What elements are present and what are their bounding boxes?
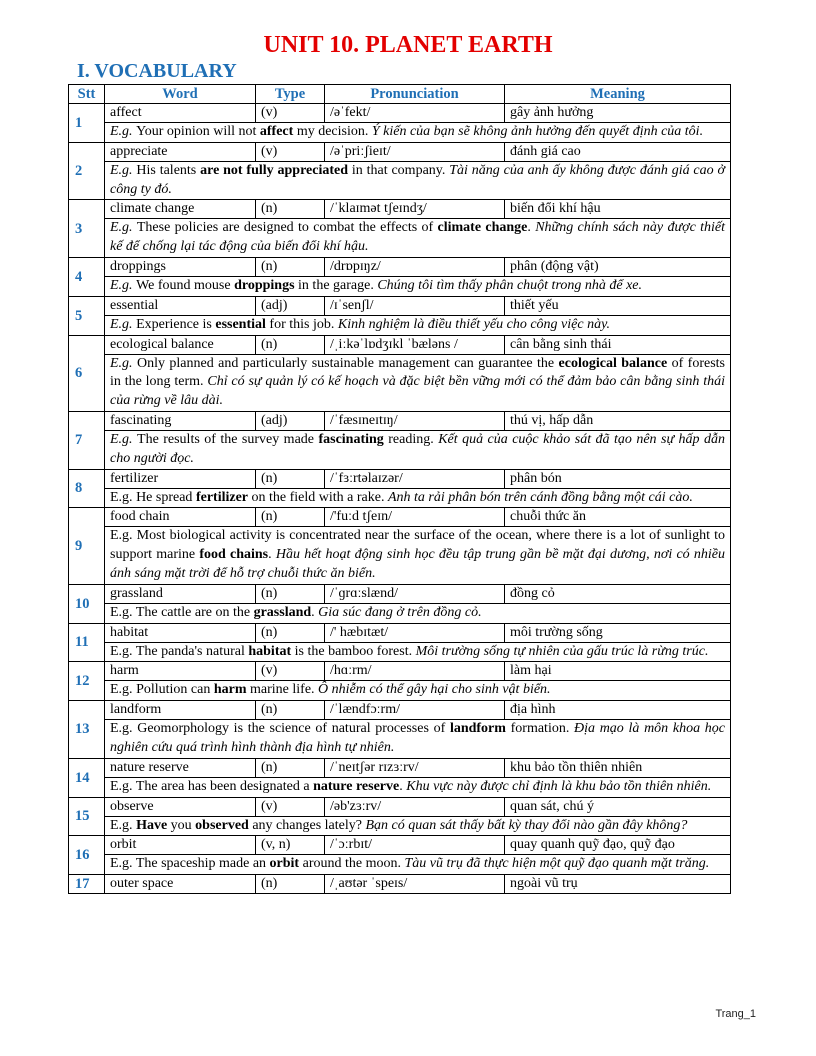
table-row (69, 584, 731, 603)
example-row (69, 354, 731, 411)
entry-type: (n) (256, 701, 325, 720)
example-keyword: are not fully appreciated (200, 162, 349, 178)
table-row (69, 104, 731, 123)
entry-word: climate change (105, 200, 256, 219)
header-word: Word (105, 85, 256, 104)
example-english: Your opinion will not (136, 124, 260, 139)
entry-word: landform (105, 701, 256, 720)
example-english: on the field with a rake. (248, 489, 388, 505)
entry-number: 3 (69, 200, 105, 258)
table-row (69, 701, 731, 720)
example-label: E.g. (110, 817, 137, 833)
entry-meaning: đồng cỏ (505, 584, 731, 603)
entry-meaning: cân bằng sinh thái (505, 335, 731, 354)
entry-pronunciation: /ˈfɜːrtəlaɪzər/ (325, 469, 505, 488)
entry-type: (n) (256, 584, 325, 603)
entry-pronunciation: /ˈɔːrbɪt/ (325, 836, 505, 855)
example-sentence (105, 354, 731, 411)
entry-number: 11 (69, 623, 105, 662)
example-english: . (399, 778, 407, 794)
example-sentence (105, 642, 731, 662)
example-english: in that company. (348, 162, 450, 178)
example-label: E.g. (110, 316, 137, 332)
entry-word: essential (105, 296, 256, 315)
entry-type: (v, n) (256, 836, 325, 855)
example-english: . (268, 547, 276, 563)
entry-pronunciation: /əˈfekt/ (325, 104, 505, 123)
table-row (69, 623, 731, 642)
example-label: E.g. (110, 604, 136, 620)
example-vietnamese: Gia súc đang ở trên đồng cỏ. (318, 604, 482, 620)
entry-pronunciation: /ˈlændfɔːrm/ (325, 701, 505, 720)
table-row (69, 758, 731, 777)
entry-meaning: làm hại (505, 662, 731, 681)
example-keyword: essential (215, 316, 266, 332)
entry-pronunciation: /əb'zɜːrv/ (325, 797, 505, 816)
entry-meaning: biến đổi khí hậu (505, 200, 731, 219)
entry-word: ecological balance (105, 335, 256, 354)
entry-pronunciation: /' hæbɪtæt/ (325, 623, 505, 642)
example-keyword: fascinating (318, 431, 384, 447)
entry-pronunciation: /əˈpriːʃieɪt/ (325, 142, 505, 161)
entry-meaning: chuỗi thức ăn (505, 508, 731, 527)
entry-type: (n) (256, 257, 325, 276)
entry-meaning: đánh giá cao (505, 142, 731, 161)
entry-number: 9 (69, 508, 105, 584)
example-english: marine life. (246, 682, 319, 698)
example-english: Only planned and particularly sustainable management can guarantee the (136, 355, 559, 371)
example-english: He spread (136, 489, 196, 505)
example-row (69, 603, 731, 623)
table-row (69, 836, 731, 855)
example-row (69, 855, 731, 875)
entry-word: observe (105, 797, 256, 816)
entry-meaning: địa hình (505, 701, 731, 720)
example-label: E.g. (110, 528, 137, 544)
example-english: These policies are designed to combat the effects of (136, 220, 438, 236)
entry-word: fertilizer (105, 469, 256, 488)
example-english: of forests in the long term. (110, 355, 725, 390)
example-row (69, 720, 731, 759)
example-vietnamese: Ý kiến của bạn sẽ không ảnh hưởng đến quyết định của tôi. (371, 124, 704, 139)
example-sentence (105, 488, 731, 508)
example-keyword: harm (213, 682, 247, 698)
example-english: reading. (383, 431, 439, 447)
entry-word: food chain (105, 508, 256, 527)
entry-number: 4 (69, 257, 105, 296)
example-row (69, 123, 731, 143)
entry-meaning: quay quanh quỹ đạo, quỹ đạo (505, 836, 731, 855)
entry-meaning: gây ảnh hưởng (505, 104, 731, 123)
entry-word: habitat (105, 623, 256, 642)
entry-word: nature reserve (105, 758, 256, 777)
example-keyword: habitat (248, 643, 292, 659)
header-stt: Stt (69, 85, 105, 104)
entry-word: fascinating (105, 411, 256, 430)
entry-meaning: phân bón (505, 469, 731, 488)
example-english: The area has been designated a (135, 778, 314, 794)
entry-word: appreciate (105, 142, 256, 161)
entry-type: (n) (256, 469, 325, 488)
entry-type: (n) (256, 623, 325, 642)
entry-number: 6 (69, 335, 105, 411)
example-label: E.g. (110, 778, 136, 794)
example-sentence (105, 430, 731, 469)
example-sentence (105, 777, 731, 797)
example-label: E.g. (110, 431, 138, 447)
example-sentence (105, 219, 731, 258)
entry-pronunciation: /'fuːd tʃeɪn/ (325, 508, 505, 527)
example-vietnamese: Địa mạo là môn khoa học nghiên cứu quá trình hình thành địa hình tự nhiên. (110, 721, 725, 755)
table-row (69, 142, 731, 161)
entry-type: (v) (256, 662, 325, 681)
example-english: formation. (505, 721, 575, 737)
example-sentence (105, 123, 731, 143)
entry-word: affect (105, 104, 256, 123)
entry-number: 15 (69, 797, 105, 836)
table-row (69, 662, 731, 681)
entry-pronunciation: /ɪˈsenʃl/ (325, 296, 505, 315)
example-keyword: affect (259, 124, 294, 139)
example-english: The results of the survey made (137, 431, 319, 447)
table-row (69, 335, 731, 354)
example-row (69, 642, 731, 662)
vocabulary-table (68, 84, 731, 894)
example-sentence (105, 855, 731, 875)
example-row (69, 527, 731, 584)
entry-pronunciation: /ˈfæsɪneɪtɪŋ/ (325, 411, 505, 430)
example-english: in the garage. (294, 277, 378, 293)
table-header-row (69, 85, 731, 104)
example-english: you (167, 817, 196, 833)
example-vietnamese: Anh ta rải phân bón trên cánh đồng bằng một cái cào. (387, 489, 693, 505)
entry-type: (v) (256, 104, 325, 123)
example-vietnamese: Ô nhiễm có thể gây hại cho sinh vật biển. (318, 682, 551, 698)
entry-word: orbit (105, 836, 256, 855)
example-english: The spaceship made an (135, 856, 270, 872)
table-row (69, 411, 731, 430)
entry-number: 2 (69, 142, 105, 200)
entry-pronunciation: /ˈklaɪmət tʃeɪndʒ/ (325, 200, 505, 219)
entry-pronunciation: /ˌiːkəˈlɒdʒɪkl ˈbæləns / (325, 335, 505, 354)
example-english: . (311, 604, 319, 620)
entry-type: (n) (256, 875, 325, 894)
entry-pronunciation: /ˌaʊtər ˈspeɪs/ (325, 875, 505, 894)
example-keyword: landform (449, 721, 506, 737)
example-sentence (105, 681, 731, 701)
example-english: The cattle are on the (135, 604, 254, 620)
table-row (69, 200, 731, 219)
example-row (69, 315, 731, 335)
entry-pronunciation: /drɒpɪŋz/ (325, 257, 505, 276)
entry-word: harm (105, 662, 256, 681)
example-label: E.g. (110, 643, 136, 659)
example-keyword: observed (195, 817, 249, 833)
entry-type: (n) (256, 200, 325, 219)
entry-number: 17 (69, 875, 105, 894)
example-keyword: droppings (234, 277, 295, 293)
entry-meaning: quan sát, chú ý (505, 797, 731, 816)
example-english: . (527, 220, 536, 236)
example-sentence (105, 816, 731, 836)
header-type: Type (256, 85, 325, 104)
example-vietnamese: Tài năng của anh ấy không được đánh giá cao ở công ty đó. (110, 162, 725, 197)
example-row (69, 777, 731, 797)
example-english: The panda's natural (135, 643, 249, 659)
example-label: E.g. (110, 721, 138, 737)
example-english: Most biological activity is concentrated near the surface of the ocean, where there is a lot of sunlight to support marine (110, 528, 725, 563)
example-label: E.g. (110, 277, 137, 293)
entry-type: (adj) (256, 411, 325, 430)
example-row (69, 430, 731, 469)
table-row (69, 257, 731, 276)
entry-meaning: thiết yếu (505, 296, 731, 315)
example-vietnamese: Hầu hết hoạt động sinh học đều tập trung gần bề mặt đại dương, nơi có nhiều ánh sáng mặt trời để hỗ trợ chuỗi thức ăn biển. (110, 547, 725, 581)
example-row (69, 219, 731, 258)
example-keyword: orbit (269, 856, 300, 872)
example-label: E.g. (110, 856, 136, 872)
example-row (69, 681, 731, 701)
example-english: His talents (136, 162, 201, 178)
example-vietnamese: Kinh nghiệm là điều thiết yếu cho công việc này. (337, 316, 611, 332)
entry-number: 7 (69, 411, 105, 469)
entry-word: grassland (105, 584, 256, 603)
example-vietnamese: Khu vực này được chỉ định là khu bảo tồn thiên nhiên. (406, 778, 712, 794)
entry-pronunciation: /hɑːrm/ (325, 662, 505, 681)
example-english: Pollution can (136, 682, 214, 698)
entry-number: 5 (69, 296, 105, 335)
example-keyword: nature reserve (313, 778, 400, 794)
example-label: E.g. (110, 220, 137, 236)
entry-type: (v) (256, 142, 325, 161)
example-sentence (105, 315, 731, 335)
entry-type: (n) (256, 508, 325, 527)
entry-number: 14 (69, 758, 105, 797)
example-english: Experience is (136, 316, 216, 332)
example-row (69, 161, 731, 200)
example-vietnamese: Chỉ có sự quản lý có kế hoạch và đặc biệt bền vững mới có thể đảm bảo cân bằng sinh thái của rừng về lâu dài. (110, 374, 725, 409)
example-keyword: ecological balance (558, 355, 668, 371)
entry-type: (n) (256, 758, 325, 777)
entry-number: 1 (69, 104, 105, 143)
entry-meaning: môi trường sống (505, 623, 731, 642)
example-label: E.g. (110, 124, 137, 139)
table-row (69, 296, 731, 315)
example-sentence (105, 527, 731, 584)
example-label: E.g. (110, 355, 137, 371)
example-row (69, 488, 731, 508)
entry-pronunciation: /ˈneɪtʃər rɪzɜːrv/ (325, 758, 505, 777)
example-vietnamese: Tàu vũ trụ đã thực hiện một quỹ đạo quanh mặt trăng. (404, 856, 710, 872)
page-number: Trang_1 (715, 1008, 756, 1020)
example-english: my decision. (293, 124, 372, 139)
table-row (69, 875, 731, 894)
example-vietnamese: Chúng tôi tìm thấy phân chuột trong nhà để xe. (377, 277, 643, 293)
example-english: Geomorphology is the science of natural processes of (137, 721, 450, 737)
example-keyword: fertilizer (195, 489, 248, 505)
example-keyword: Have (136, 817, 168, 833)
entry-meaning: thú vị, hấp dẫn (505, 411, 731, 430)
table-row (69, 508, 731, 527)
example-keyword: climate change (437, 220, 528, 236)
example-label: E.g. (110, 489, 137, 505)
example-row (69, 276, 731, 296)
header-meaning: Meaning (505, 85, 731, 104)
entry-type: (n) (256, 335, 325, 354)
example-vietnamese: Bạn có quan sát thấy bất kỳ thay đổi nào gần đây không? (365, 817, 688, 833)
entry-number: 16 (69, 836, 105, 875)
example-sentence (105, 720, 731, 759)
example-vietnamese: Kết quả của cuộc khảo sát đã tạo nên sự hấp dẫn cho người đọc. (110, 431, 726, 466)
entry-type: (v) (256, 797, 325, 816)
example-keyword: food chains (199, 547, 269, 563)
example-vietnamese: Môi trường sống tự nhiên của gấu trúc là rừng trúc. (415, 643, 709, 659)
entry-word: outer space (105, 875, 256, 894)
example-english: around the moon. (299, 856, 405, 872)
example-english: is the bamboo forest. (291, 643, 416, 659)
entry-number: 13 (69, 701, 105, 759)
entry-meaning: phân (động vật) (505, 257, 731, 276)
entry-word: droppings (105, 257, 256, 276)
example-english: We found mouse (136, 277, 235, 293)
header-pronunciation: Pronunciation (325, 85, 505, 104)
entry-meaning: ngoài vũ trụ (505, 875, 731, 894)
table-row (69, 469, 731, 488)
example-sentence (105, 276, 731, 296)
vocabulary-body (69, 104, 731, 894)
example-keyword: grassland (253, 604, 312, 620)
example-row (69, 816, 731, 836)
example-english: for this job. (265, 316, 338, 332)
entry-meaning: khu bảo tồn thiên nhiên (505, 758, 731, 777)
example-label: E.g. (110, 682, 137, 698)
entry-type: (adj) (256, 296, 325, 315)
example-label: E.g. (110, 162, 137, 178)
example-english: any changes lately? (248, 817, 366, 833)
example-sentence (105, 161, 731, 200)
entry-number: 10 (69, 584, 105, 623)
entry-pronunciation: /ˈɡrɑːslænd/ (325, 584, 505, 603)
example-vietnamese: Những chính sách này được thiết kế để chống lại tác động của biến đổi khí hậu. (110, 220, 725, 255)
page-title: UNIT 10. PLANET EARTH (263, 32, 553, 58)
table-row (69, 797, 731, 816)
example-sentence (105, 603, 731, 623)
entry-number: 12 (69, 662, 105, 701)
entry-number: 8 (69, 469, 105, 508)
section-title: I. VOCABULARY (77, 60, 237, 82)
